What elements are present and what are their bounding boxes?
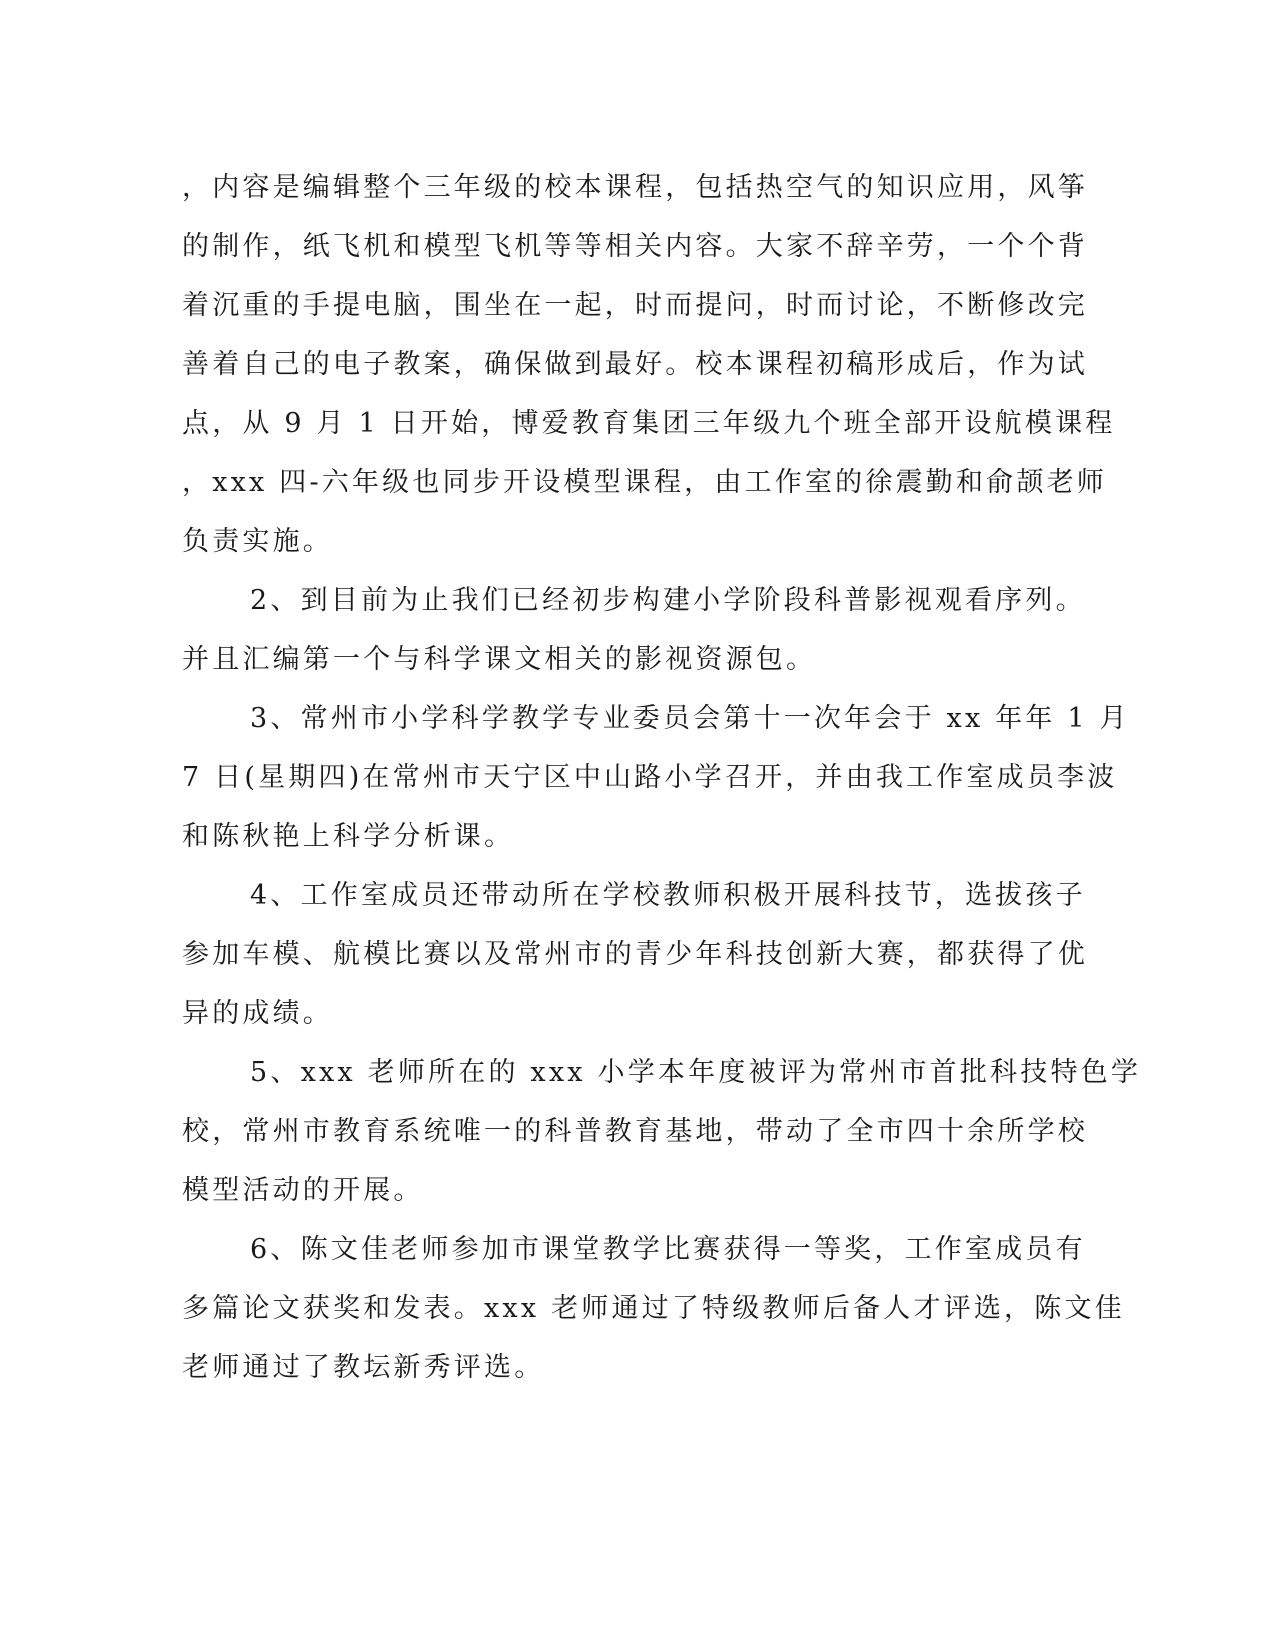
paragraph-item-4 xyxy=(182,866,1088,1043)
paragraph-item-5 xyxy=(182,1043,1142,1220)
paragraph-item-6 xyxy=(182,1220,1125,1397)
paragraph-item-3 xyxy=(182,689,1130,866)
text-line: 4、工作室成员还带动所在学校教师积极开展科技节，选拔孩子 xyxy=(250,880,1086,911)
text-line: 校，常州市教育系统唯一的科普教育基地，带动了全市四十余所学校 xyxy=(182,1116,1088,1147)
text-line: 异的成绩。 xyxy=(182,998,333,1029)
text-line: 多篇论文获奖和发表。xxx 老师通过了特级教师后备人才评选，陈文佳 xyxy=(182,1293,1125,1324)
text-line: 并且汇编第一个与科学课文相关的影视资源包。 xyxy=(182,644,817,675)
paragraph-item-2 xyxy=(182,571,1086,689)
text-line: 点，从 9 月 1 日开始，博爱教育集团三年级九个班全部开设航模课程 xyxy=(182,408,1116,439)
text-line: ，xxx 四-六年级也同步开设模型课程，由工作室的徐震勤和俞颉老师 xyxy=(182,467,1107,498)
text-line: 老师通过了教坛新秀评选。 xyxy=(182,1352,545,1383)
document-body xyxy=(182,158,1142,1397)
text-line: 善着自己的电子教案，确保做到最好。校本课程初稿形成后，作为试 xyxy=(182,349,1088,380)
text-line: 着沉重的手提电脑，围坐在一起，时而提问，时而讨论，不断修改完 xyxy=(182,290,1088,321)
text-line: 的制作，纸飞机和模型飞机等等相关内容。大家不辞辛劳，一个个背 xyxy=(182,231,1088,262)
paragraph-course-continuation xyxy=(182,158,1116,571)
text-line: 负责实施。 xyxy=(182,526,333,557)
text-line: 7 日(星期四)在常州市天宁区中山路小学召开，并由我工作室成员李波 xyxy=(182,762,1118,793)
text-line: 2、到目前为止我们已经初步构建小学阶段科普影视观看序列。 xyxy=(250,585,1086,616)
text-line: 模型活动的开展。 xyxy=(182,1175,424,1206)
text-line: 和陈秋艳上科学分析课。 xyxy=(182,821,515,852)
text-line: 参加车模、航模比赛以及常州市的青少年科技创新大赛，都获得了优 xyxy=(182,939,1088,970)
text-line: 5、xxx 老师所在的 xxx 小学本年度被评为常州市首批科技特色学 xyxy=(250,1057,1142,1088)
text-line: 6、陈文佳老师参加市课堂教学比赛获得一等奖，工作室成员有 xyxy=(250,1234,1086,1265)
text-line: 3、常州市小学科学教学专业委员会第十一次年会于 xx 年年 1 月 xyxy=(250,703,1130,734)
text-line: ，内容是编辑整个三年级的校本课程，包括热空气的知识应用，风筝 xyxy=(182,172,1088,203)
